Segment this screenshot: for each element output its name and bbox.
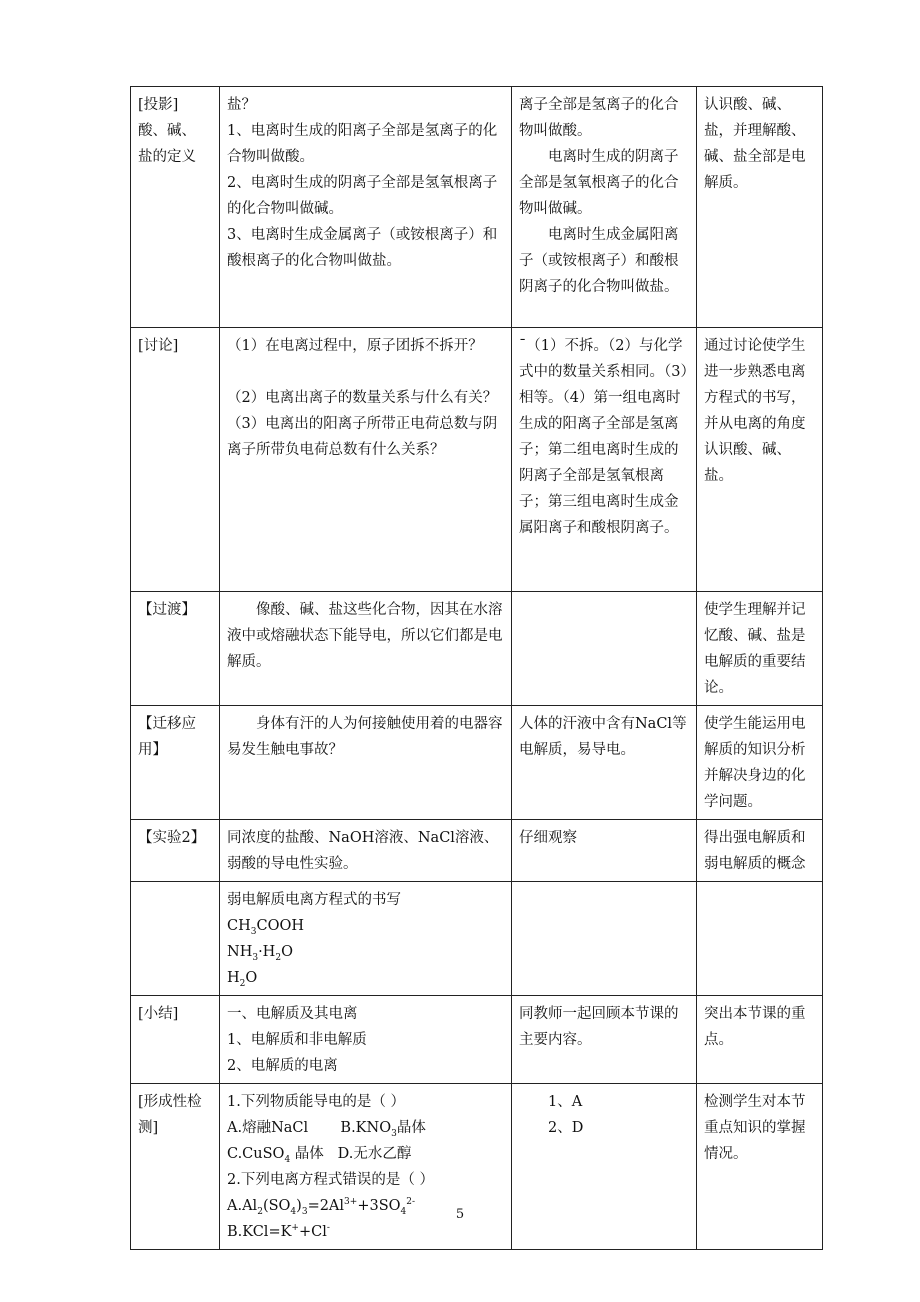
question-2-option-b: B.KCl=K++Cl- (227, 1223, 330, 1240)
student-cell: 同教师一起回顾本节课的主要内容。 (512, 996, 697, 1084)
teacher-cell: 像酸、碱、盐这些化合物，因其在水溶液中或熔融状态下能导电，所以它们都是电解质。 (220, 592, 512, 706)
formula-acetic-acid: $CH_3COOH$ (227, 918, 304, 937)
answer-1: 1、A (548, 1094, 583, 1110)
table-row (131, 1084, 823, 1250)
intent-cell: 认识酸、碱、盐，并理解酸、碱、盐全部是电解质。 (697, 87, 823, 328)
formula-ammonia-water: $NH_3\cdot H_2O$ (227, 944, 293, 963)
table-row (131, 87, 823, 328)
intent-cell: 通过讨论使学生进一步熟悉电离方程式的书写，并从电离的角度认识酸、碱、盐。 (697, 328, 823, 592)
student-cell: 离子全部是氢离子的化合物叫做酸。 电离时生成的阴离子全部是氢氧根离子的化合物叫做碱。 电离时生成金属阳离子（或铵根离子）和酸根阴离子的化合物叫做盐。 (512, 87, 697, 328)
table-row (131, 328, 823, 592)
lesson-table (130, 86, 823, 1250)
stage-cell: 【过渡】 (131, 592, 220, 706)
student-cell (512, 592, 697, 706)
teacher-cell: 同浓度的盐酸、NaOH溶液、NaCl溶液、弱酸的导电性实验。 (220, 820, 512, 882)
page-number: 5 (455, 1207, 465, 1222)
intent-cell: 得出强电解质和弱电解质的概念 (697, 820, 823, 882)
stage-cell (131, 882, 220, 996)
formula-water: $H_2O$ (227, 970, 258, 989)
table-row (131, 820, 823, 882)
student-cell: 仔细观察 (512, 820, 697, 882)
question-1: 1.下列物质能导电的是（ ） (227, 1094, 405, 1110)
teacher-cell: （1）在电离过程中，原子团拆不拆开？ （2）电离出离子的数量关系与什么有关？ （3）电离出的阳离子所带正电荷总数与阴离子所带负电荷总数有什么关系？ (220, 328, 512, 592)
teacher-cell: 一、电解质及其电离 1、电解质和非电解质 2、电解质的电离 (220, 996, 512, 1084)
teacher-cell (220, 1084, 512, 1250)
student-cell (512, 882, 697, 996)
table-row (131, 706, 823, 820)
answer-2: 2、D (548, 1120, 584, 1136)
student-cell (512, 1084, 697, 1250)
teacher-cell: 弱电解质电离方程式的书写 $CH_3COOH$ $NH_3\cdot H_2O$ $H_2O$ (220, 882, 512, 996)
table-row (131, 996, 823, 1084)
stage-cell: [小结] (131, 996, 220, 1084)
table-row (131, 592, 823, 706)
table-row (131, 882, 823, 996)
stage-cell: [讨论] (131, 328, 220, 592)
intent-cell: 突出本节课的重点。 (697, 996, 823, 1084)
student-cell: ˉ（1）不拆。（2）与化学式中的数量关系相同。（3）相等。（4）第一组电离时生成的阳离子全部是氢离子；第二组电离时生成的阴离子全部是氢氧根离子；第三组电离时生成金属阳离子和酸根阴离子。 (512, 328, 697, 592)
stage-cell: 【迁移应用】 (131, 706, 220, 820)
question-2: 2.下列电离方程式错误的是（ ） (227, 1172, 434, 1188)
intent-cell: 使学生能运用电解质的知识分析并解决身边的化学问题。 (697, 706, 823, 820)
teacher-cell: 盐？ 1、电离时生成的阳离子全部是氢离子的化合物叫做酸。 2、电离时生成的阴离子全部是氢氧根离子的化合物叫做碱。 3、电离时生成金属离子（或铵根离子）和酸根离子的化合物叫做盐。 (220, 87, 512, 328)
intent-cell (697, 882, 823, 996)
intent-cell: 检测学生对本节重点知识的掌握情况。 (697, 1084, 823, 1250)
question-1-options-ab: A.熔融NaCl $B.KNO_3$晶体 (227, 1120, 426, 1139)
question-2-option-a: $A.Al_2(SO_4)_3=2Al^{3+}+3SO_4^{2-}$ (227, 1197, 416, 1217)
teacher-cell: 身体有汗的人为何接触使用着的电器容易发生触电事故？ (220, 706, 512, 820)
stage-cell: 【实验2】 (131, 820, 220, 882)
question-1-options-cd: C.CuSO$_4$ 晶体 D.无水乙醇 (227, 1146, 412, 1165)
stage-cell: [投影] 酸、碱、 盐的定义 (131, 87, 220, 328)
stage-cell: [形成性检测] (131, 1084, 220, 1250)
student-cell: 人体的汗液中含有NaCl等电解质，易导电。 (512, 706, 697, 820)
intent-cell: 使学生理解并记忆酸、碱、盐是电解质的重要结论。 (697, 592, 823, 706)
